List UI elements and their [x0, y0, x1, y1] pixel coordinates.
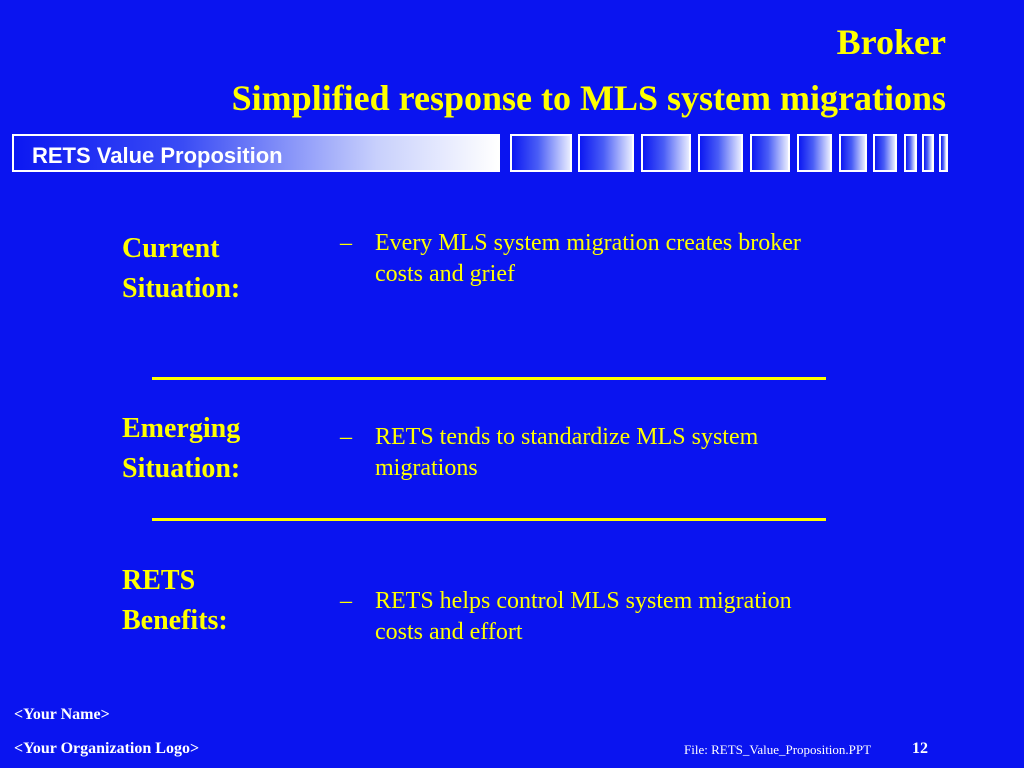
row-label-line: RETS	[122, 565, 196, 596]
banner-tile	[510, 134, 572, 172]
footer-file-name: File: RETS_Value_Proposition.PPT	[684, 742, 872, 757]
bullet-dash: –	[340, 588, 352, 614]
banner-tile	[750, 134, 790, 172]
row-label-line: Situation:	[122, 273, 241, 304]
slide-title: Simplified response to MLS system migrations	[231, 78, 946, 118]
bullet-text-line: migrations	[375, 455, 478, 481]
row-label-emerging-situation	[122, 409, 240, 489]
banner-tile	[641, 134, 691, 172]
bullet-text-line: RETS helps control MLS system migration	[375, 588, 792, 614]
banner-tile	[698, 134, 743, 172]
row-label-current-situation	[122, 229, 240, 309]
bullet-text-line: RETS tends to standardize MLS system	[375, 424, 759, 450]
bullet-text-line: costs and grief	[375, 261, 515, 287]
bullet-text-line: costs and effort	[375, 619, 523, 645]
banner-tile	[873, 134, 897, 172]
banner-tile	[839, 134, 867, 172]
slide-title-broker: Broker	[836, 22, 946, 62]
separator-line	[152, 518, 826, 521]
separator-line	[152, 377, 826, 380]
bullet-emerging-situation	[340, 422, 880, 484]
row-label-line: Benefits:	[122, 605, 228, 636]
section-banner	[12, 134, 500, 172]
banner-tile	[939, 134, 948, 172]
bullet-current-situation	[340, 228, 880, 290]
row-label-rets-benefits	[122, 561, 228, 641]
page-number: 12	[912, 740, 928, 757]
footer-presenter-name: <Your Name>	[14, 706, 110, 723]
banner-tile	[904, 134, 917, 172]
bullet-dash: –	[340, 230, 352, 256]
row-label-line: Current	[122, 233, 220, 264]
banner-label: RETS Value Proposition	[32, 143, 283, 168]
bullet-dash: –	[340, 424, 352, 450]
bullet-text-line: Every MLS system migration creates broker	[375, 230, 801, 256]
row-label-line: Situation:	[122, 453, 241, 484]
row-label-line: Emerging	[122, 413, 241, 444]
banner-tile	[797, 134, 832, 172]
banner-tile	[922, 134, 934, 172]
banner-tile	[578, 134, 634, 172]
footer-organization-logo: <Your Organization Logo>	[14, 740, 200, 757]
bullet-rets-benefits	[340, 586, 880, 648]
